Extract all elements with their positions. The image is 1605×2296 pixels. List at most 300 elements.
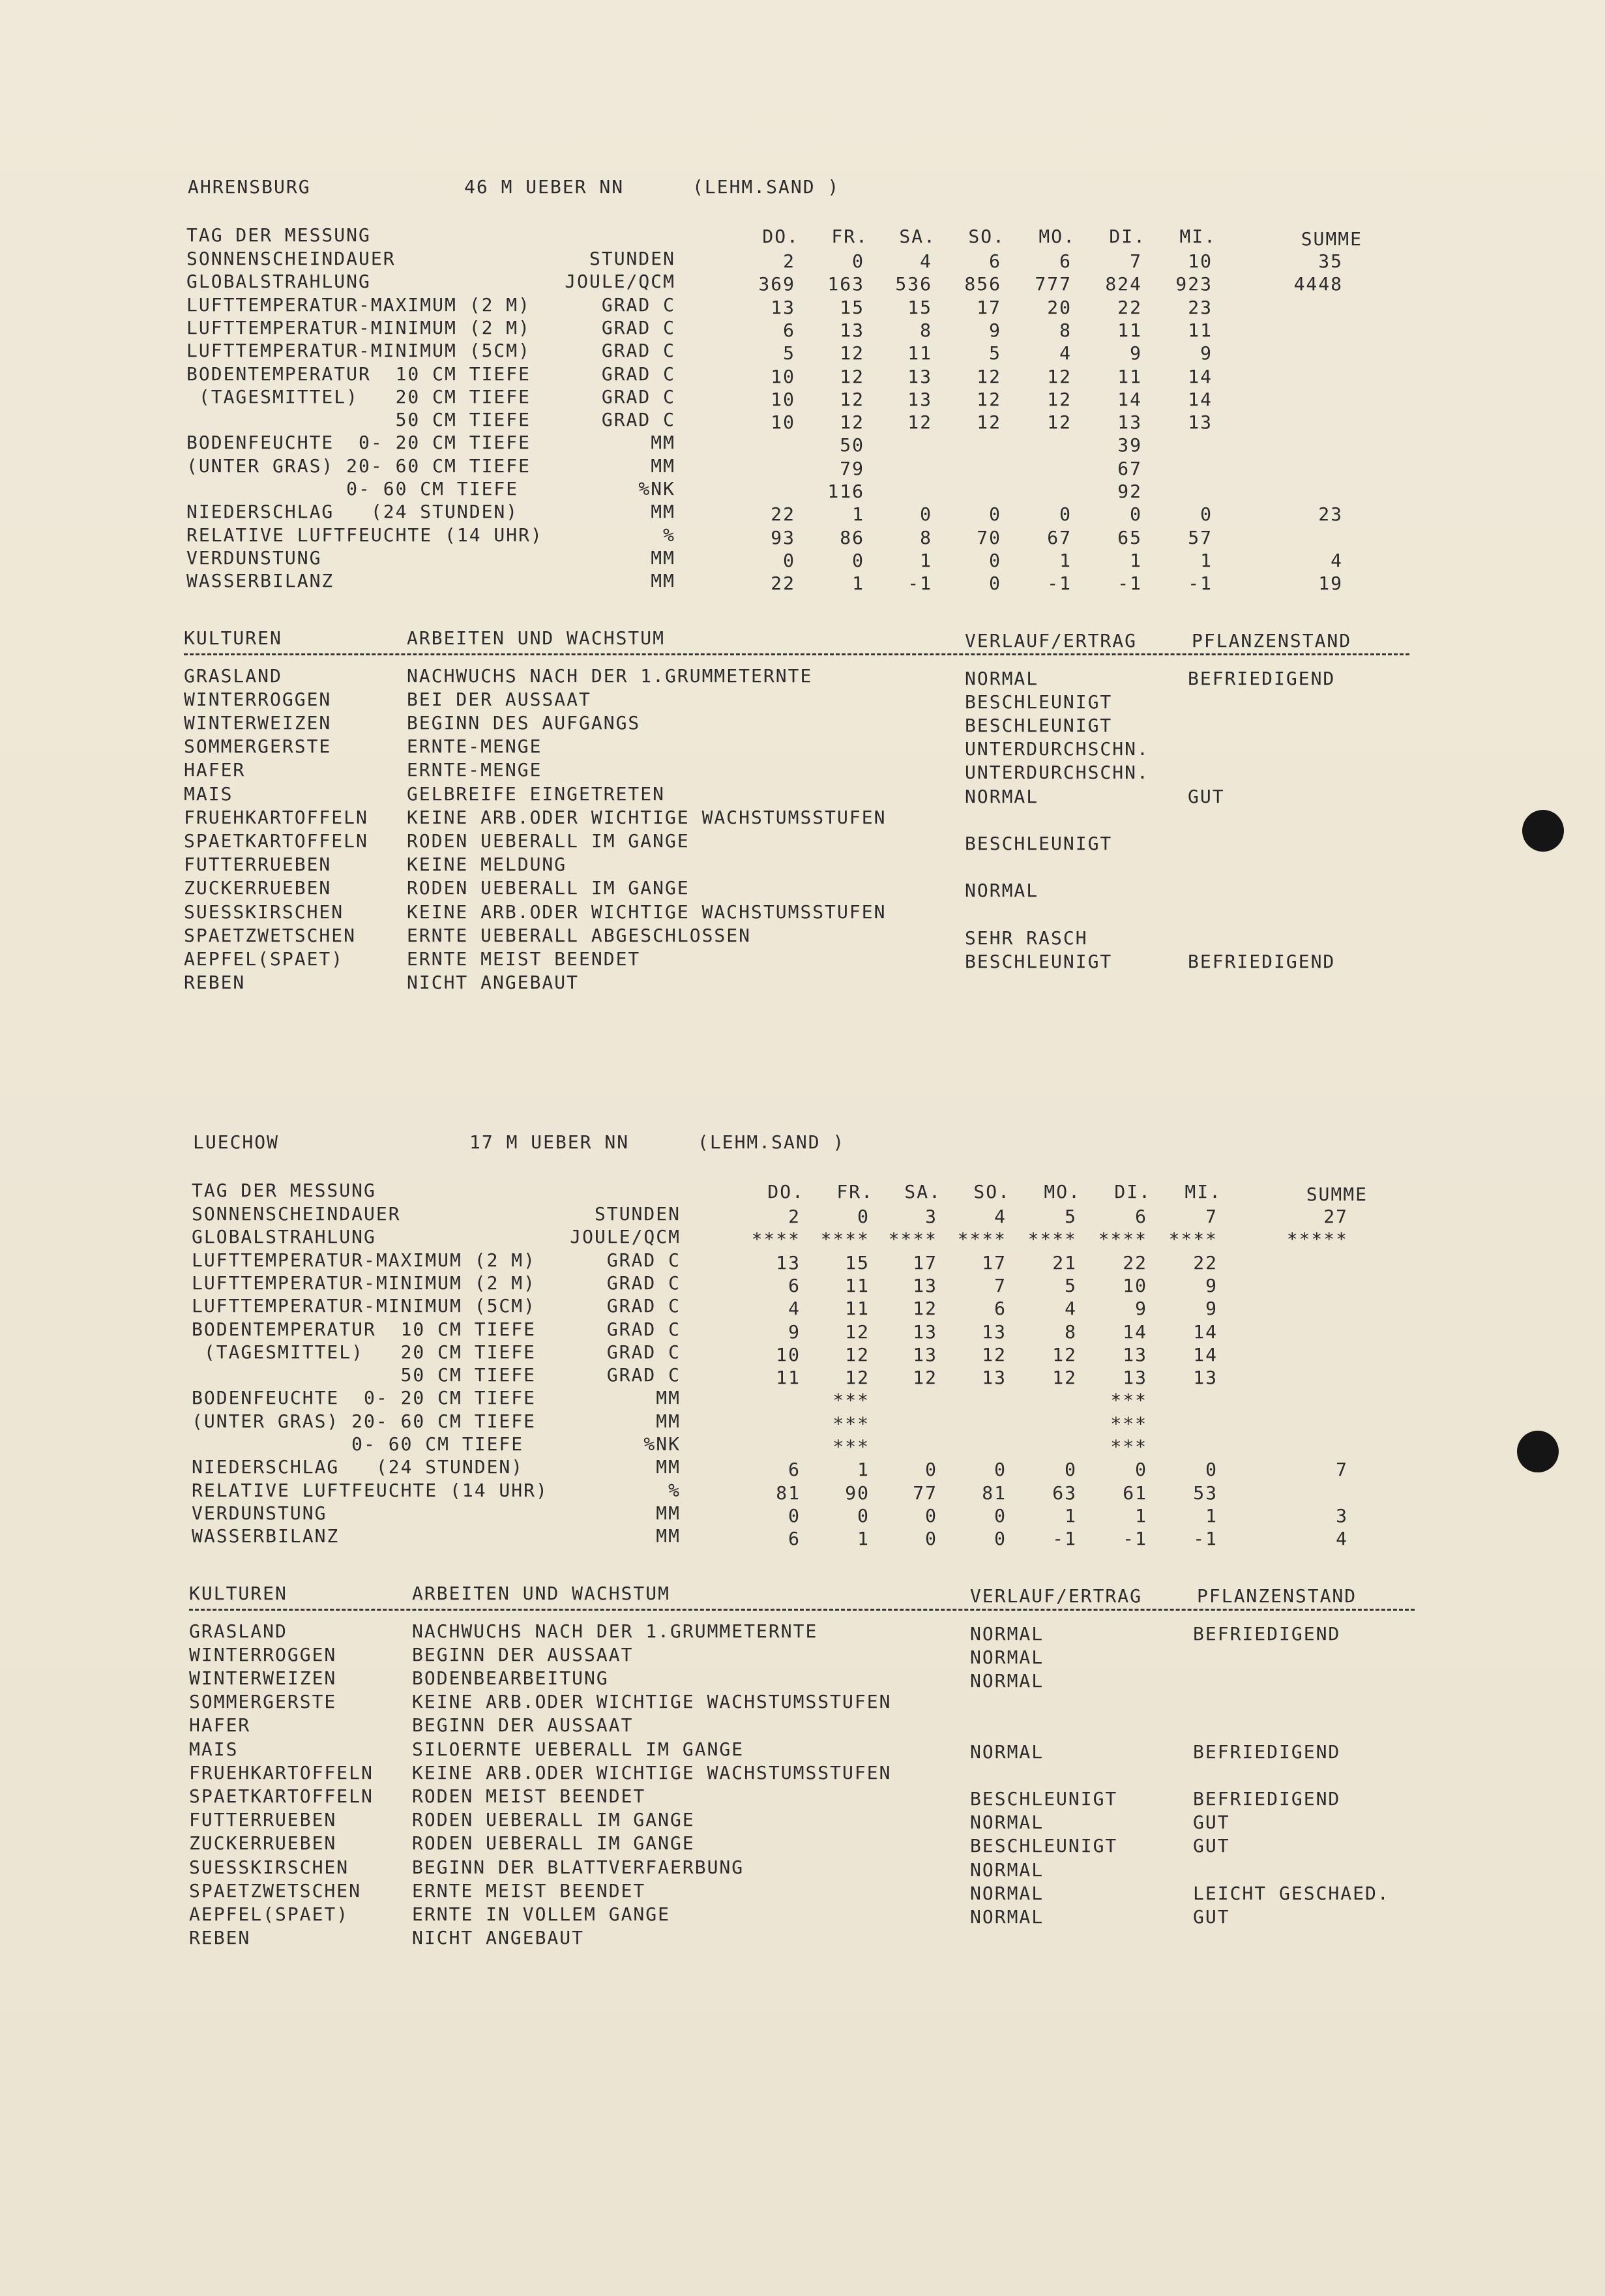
measurement-value: **** (1027, 1229, 1077, 1251)
measurement-label: VERDUNSTUNG (192, 1502, 327, 1524)
day-header: SO. (973, 1181, 1010, 1202)
measurement-value: 2 (788, 1206, 801, 1227)
measurement-value: 63 (1052, 1482, 1077, 1504)
measurement-value: **** (888, 1229, 937, 1251)
measurement-value: 1 (857, 1528, 870, 1550)
measurement-value: 0 (1130, 503, 1142, 526)
measurement-value: 12 (840, 388, 864, 410)
measurement-value: 6 (788, 1459, 801, 1481)
measurement-value: 12 (913, 1367, 937, 1389)
measurement-value: 1 (852, 573, 864, 595)
crop-condition: BEFRIEDIGEND (1193, 1787, 1341, 1810)
measurement-value: 67 (1047, 526, 1072, 548)
measurement-value: 81 (776, 1482, 801, 1504)
measurement-value: 7 (994, 1274, 1007, 1296)
crop-col-verlauf: VERLAUF/ERTRAG (965, 629, 1138, 651)
crop-condition: GUT (1188, 785, 1225, 807)
crop-work: KEINE MELDUNG (407, 854, 567, 876)
measurement-value: **** (957, 1229, 1007, 1251)
punch-hole-lower (1517, 1431, 1559, 1472)
days-label: TAG DER MESSUNG (186, 224, 371, 246)
measurement-value: 6 (1059, 250, 1072, 272)
measurement-value: 7 (1130, 250, 1142, 272)
crop-progress: BESCHLEUNIGT (965, 691, 1113, 713)
measurement-value: 12 (982, 1343, 1007, 1365)
day-header: SO. (968, 226, 1005, 247)
measurement-value: 11 (1117, 319, 1142, 341)
measurement-value: 9 (989, 319, 1001, 341)
measurement-value: 11 (845, 1274, 870, 1296)
measurement-value: 22 (1117, 296, 1142, 318)
measurement-value: 22 (771, 503, 795, 526)
crop-work: ERNTE UEBERALL ABGESCHLOSSEN (407, 924, 752, 946)
measurement-value: 0 (1059, 503, 1072, 526)
measurement-value: 5 (1065, 1206, 1077, 1227)
measurement-value: 10 (1188, 250, 1213, 272)
measurement-value: 22 (1123, 1251, 1147, 1274)
measurement-value: 12 (977, 365, 1001, 387)
measurement-value: 11 (776, 1367, 801, 1389)
crop-name: HAFER (184, 759, 246, 781)
measurement-value: 0 (989, 503, 1001, 526)
station-name: LUECHOW (193, 1131, 280, 1153)
measurement-value: 13 (982, 1367, 1007, 1389)
measurement-value: 17 (977, 296, 1001, 318)
measurement-value: 0 (857, 1504, 870, 1527)
measurement-label: RELATIVE LUFTFEUCHTE (14 UHR) (192, 1479, 548, 1501)
measurement-value: 0 (783, 549, 795, 571)
measurement-value: 92 (1117, 481, 1142, 502)
measurement-unit: JOULE/QCM (565, 271, 675, 293)
crop-progress: NORMAL (970, 1811, 1044, 1834)
measurement-value: 369 (758, 273, 795, 295)
measurement-value: 0 (920, 503, 932, 526)
measurement-label: LUFTTEMPERATUR-MINIMUM (2 M) (192, 1272, 537, 1294)
measurement-value: 93 (771, 526, 795, 548)
measurement-value: 13 (913, 1320, 937, 1343)
measurement-value: -1 (1193, 1528, 1218, 1550)
measurement-value: 0 (989, 549, 1001, 571)
measurement-value: 8 (920, 526, 932, 548)
crop-name: SUESSKIRSCHEN (189, 1856, 349, 1878)
measurement-value: 6 (783, 319, 795, 341)
measurement-value: 6 (788, 1528, 801, 1550)
measurement-value: 61 (1123, 1482, 1147, 1504)
measurement-value: 1 (1135, 1504, 1147, 1527)
summe-header: SUMME (1306, 1184, 1368, 1205)
measurement-value: 22 (1193, 1251, 1218, 1274)
measurement-value: 824 (1105, 273, 1142, 295)
measurement-value: 50 (840, 434, 864, 456)
measurement-value: 0 (788, 1504, 801, 1527)
measurement-value: 12 (845, 1367, 870, 1389)
crop-work: BODENBEARBEITUNG (412, 1667, 609, 1689)
measurement-label: WASSERBILANZ (192, 1525, 340, 1547)
crop-name: SPAETKARTOFFELN (184, 829, 368, 852)
measurement-unit: MM (656, 1410, 681, 1432)
measurement-value: 163 (827, 273, 864, 295)
measurement-value: 923 (1175, 273, 1213, 295)
measurement-value: 13 (840, 319, 864, 341)
measurement-unit: GRAD C (606, 1318, 681, 1340)
measurement-value: -1 (1117, 573, 1142, 595)
measurement-unit: GRAD C (601, 363, 675, 385)
summe-header: SUMME (1301, 228, 1362, 250)
measurement-value: 13 (771, 296, 795, 318)
measurement-label: NIEDERSCHLAG (24 STUNDEN) (186, 501, 519, 523)
crop-name: FRUEHKARTOFFELN (184, 806, 368, 828)
crop-work: NACHWUCHS NACH DER 1.GRUMMETERNTE (407, 664, 813, 687)
measurement-value: 12 (840, 411, 864, 434)
crop-col-arbeiten: ARBEITEN UND WACHSTUM (412, 1582, 671, 1604)
crop-work: KEINE ARB.ODER WICHTIGE WACHSTUMSSTUFEN (407, 806, 887, 828)
measurement-value: 12 (1047, 411, 1072, 434)
measurement-sum: 3 (1336, 1504, 1348, 1527)
crop-work: KEINE ARB.ODER WICHTIGE WACHSTUMSSTUFEN (412, 1691, 892, 1713)
measurement-label: SONNENSCHEINDAUER (192, 1203, 401, 1225)
crop-name: GRASLAND (189, 1620, 287, 1642)
measurement-unit: GRAD C (606, 1341, 681, 1363)
crop-name: MAIS (184, 783, 233, 805)
measurement-value: 0 (989, 573, 1001, 595)
measurement-label: BODENFEUCHTE 0- 20 CM TIEFE (186, 432, 531, 454)
crop-col-stand: PFLANZENSTAND (1197, 1585, 1357, 1607)
crop-work: NACHWUCHS NACH DER 1.GRUMMETERNTE (412, 1620, 818, 1642)
measurement-value: 67 (1117, 457, 1142, 479)
measurement-label: 0- 60 CM TIEFE (192, 1433, 524, 1455)
measurement-value: 10 (1123, 1274, 1147, 1296)
measurement-unit: MM (651, 432, 675, 454)
crop-name: SPAETZWETSCHEN (184, 924, 357, 946)
crop-condition: GUT (1193, 1811, 1230, 1834)
measurement-label: LUFTTEMPERATUR-MAXIMUM (2 M) (186, 293, 531, 316)
measurement-value: 10 (771, 411, 795, 434)
crop-col-arbeiten: ARBEITEN UND WACHSTUM (407, 627, 666, 649)
measurement-value: 21 (1052, 1251, 1077, 1274)
measurement-value: 10 (776, 1343, 801, 1365)
measurement-value: *** (832, 1390, 870, 1412)
measurement-label: VERDUNSTUNG (186, 546, 322, 569)
crop-progress: BESCHLEUNIGT (970, 1787, 1118, 1810)
measurement-value: 20 (1047, 296, 1072, 318)
measurement-unit: GRAD C (601, 316, 675, 338)
crop-work: ERNTE-MENGE (407, 759, 542, 781)
measurement-value: 14 (1188, 388, 1213, 410)
punch-hole-upper (1522, 810, 1564, 852)
measurement-value: 856 (964, 273, 1001, 295)
measurement-value: 777 (1035, 273, 1072, 295)
measurement-value: 12 (840, 365, 864, 387)
day-header: DO. (762, 226, 799, 247)
measurement-value: 0 (994, 1459, 1007, 1481)
crop-progress: NORMAL (970, 1882, 1044, 1904)
crop-name: ZUCKERRUEBEN (189, 1832, 337, 1855)
measurement-value: *** (832, 1436, 870, 1457)
crop-progress: BESCHLEUNIGT (965, 714, 1113, 736)
day-header: DI. (1109, 226, 1146, 247)
crop-condition: GUT (1193, 1905, 1230, 1928)
crop-work: BEGINN DES AUFGANGS (407, 711, 641, 734)
measurement-value: 9 (1200, 342, 1213, 365)
crop-work: BEI DER AUSSAAT (407, 688, 591, 710)
measurement-unit: MM (651, 570, 675, 592)
measurement-value: 8 (920, 319, 932, 341)
measurement-value: -1 (1052, 1528, 1077, 1550)
measurement-value: -1 (907, 573, 932, 595)
measurement-label: LUFTTEMPERATUR-MINIMUM (5CM) (192, 1295, 537, 1317)
measurement-value: -1 (1047, 573, 1072, 595)
crop-progress: NORMAL (965, 667, 1039, 689)
measurement-label: SONNENSCHEINDAUER (186, 248, 396, 269)
crop-name: FUTTERRUEBEN (189, 1809, 337, 1831)
measurement-label: BODENFEUCHTE 0- 20 CM TIEFE (192, 1387, 537, 1409)
measurement-unit: %NK (643, 1433, 681, 1455)
crop-name: SOMMERGERSTE (189, 1691, 337, 1713)
measurement-value: 9 (1135, 1298, 1147, 1320)
measurement-value: 1 (920, 549, 932, 571)
measurement-unit: % (663, 524, 675, 546)
measurement-label: 0- 60 CM TIEFE (186, 478, 519, 499)
measurement-value: *** (1110, 1436, 1147, 1457)
crop-work: NICHT ANGEBAUT (412, 1927, 585, 1949)
measurement-label: LUFTTEMPERATUR-MAXIMUM (2 M) (192, 1249, 537, 1271)
measurement-value: 0 (1200, 503, 1213, 526)
measurement-value: 15 (840, 296, 864, 318)
measurement-value: 0 (925, 1528, 937, 1550)
measurement-value: 79 (840, 457, 864, 479)
measurement-sum: 7 (1336, 1459, 1348, 1481)
dashed-divider (189, 1609, 1415, 1611)
measurement-sum: ***** (1286, 1229, 1348, 1251)
measurement-label: 50 CM TIEFE (186, 409, 531, 431)
measurement-unit: GRAD C (601, 409, 675, 431)
measurement-value: **** (820, 1229, 870, 1251)
day-header: SA. (899, 226, 936, 247)
measurement-value: 0 (925, 1504, 937, 1527)
measurement-value: 86 (840, 526, 864, 548)
crop-progress: NORMAL (965, 785, 1039, 807)
measurement-label: BODENTEMPERATUR 10 CM TIEFE (186, 363, 531, 385)
crop-name: WINTERROGGEN (189, 1643, 337, 1665)
measurement-value: 15 (845, 1251, 870, 1274)
measurement-value: 8 (1059, 319, 1072, 341)
measurement-value: 14 (1193, 1343, 1218, 1365)
measurement-sum: 4 (1336, 1528, 1348, 1550)
measurement-value: 12 (1052, 1367, 1077, 1389)
measurement-value: 14 (1123, 1320, 1147, 1343)
crop-name: WINTERWEIZEN (189, 1667, 337, 1689)
measurement-value: 5 (989, 342, 1001, 365)
measurement-unit: % (668, 1479, 681, 1501)
measurement-value: 1 (1059, 549, 1072, 571)
measurement-value: 81 (982, 1482, 1007, 1504)
measurement-value: 12 (977, 411, 1001, 434)
measurement-value: *** (1110, 1390, 1147, 1412)
measurement-value: -1 (1123, 1528, 1147, 1550)
crop-name: FRUEHKARTOFFELN (189, 1761, 374, 1783)
measurement-label: LUFTTEMPERATUR-MINIMUM (5CM) (186, 340, 531, 362)
crop-work: ERNTE-MENGE (407, 736, 542, 758)
measurement-value: 13 (982, 1320, 1007, 1343)
measurement-value: 9 (1205, 1298, 1218, 1320)
crop-progress: SEHR RASCH (965, 927, 1088, 949)
measurement-value: 13 (913, 1274, 937, 1296)
measurement-value: 12 (845, 1343, 870, 1365)
day-header: DI. (1114, 1181, 1151, 1202)
day-header: MI. (1179, 226, 1216, 247)
measurement-unit: GRAD C (606, 1295, 681, 1317)
measurement-unit: GRAD C (601, 340, 675, 362)
days-label: TAG DER MESSUNG (192, 1180, 376, 1201)
crop-work: RODEN UEBERALL IM GANGE (407, 829, 690, 852)
measurement-unit: GRAD C (601, 385, 675, 408)
measurement-value: 6 (788, 1274, 801, 1296)
measurement-label: NIEDERSCHLAG (24 STUNDEN) (192, 1456, 524, 1478)
measurement-value: 4 (1059, 342, 1072, 365)
measurement-value: 6 (994, 1298, 1007, 1320)
measurement-value: 90 (845, 1482, 870, 1504)
measurement-label: BODENTEMPERATUR 10 CM TIEFE (192, 1318, 537, 1340)
measurement-unit: MM (656, 1387, 681, 1409)
measurement-value: 12 (1047, 388, 1072, 410)
measurement-unit: MM (651, 546, 675, 569)
day-header: FR. (836, 1181, 874, 1202)
day-header: MO. (1044, 1181, 1081, 1202)
crop-col-verlauf: VERLAUF/ERTRAG (970, 1585, 1143, 1607)
measurement-value: 12 (913, 1298, 937, 1320)
crop-work: RODEN UEBERALL IM GANGE (412, 1832, 695, 1855)
measurement-value: **** (1098, 1229, 1147, 1251)
crop-work: NICHT ANGEBAUT (407, 972, 580, 994)
measurement-value: 11 (907, 342, 932, 365)
crop-col-kulturen: KULTUREN (184, 627, 282, 649)
measurement-value: 0 (1065, 1459, 1077, 1481)
measurement-value: **** (1168, 1229, 1218, 1251)
measurement-value: 9 (1205, 1274, 1218, 1296)
crop-condition: BEFRIEDIGEND (1188, 950, 1336, 972)
measurement-label: (TAGESMITTEL) 20 CM TIEFE (192, 1341, 537, 1363)
crop-progress: NORMAL (970, 1905, 1044, 1928)
crop-name: SUESSKIRSCHEN (184, 901, 344, 923)
measurement-value: 6 (1135, 1206, 1147, 1227)
measurement-value: 13 (776, 1251, 801, 1274)
measurement-value: 12 (1047, 365, 1072, 387)
crop-col-stand: PFLANZENSTAND (1192, 629, 1352, 651)
crop-progress: NORMAL (970, 1858, 1044, 1881)
measurement-value: 1 (852, 503, 864, 526)
measurement-value: 12 (840, 342, 864, 365)
crop-progress: NORMAL (970, 1646, 1044, 1668)
measurement-sum: 35 (1318, 250, 1343, 272)
measurement-label: LUFTTEMPERATUR-MINIMUM (2 M) (186, 316, 531, 338)
measurement-value: 39 (1117, 434, 1142, 456)
measurement-unit: STUNDEN (594, 1203, 681, 1225)
measurement-value: 4 (788, 1298, 801, 1320)
measurement-value: 13 (1188, 411, 1213, 434)
day-header: SA. (904, 1181, 941, 1202)
measurement-value: 8 (1065, 1320, 1077, 1343)
measurement-value: 11 (845, 1298, 870, 1320)
measurement-sum: 27 (1323, 1206, 1348, 1227)
measurement-value: 6 (989, 250, 1001, 272)
measurement-unit: GRAD C (606, 1272, 681, 1294)
crop-work: RODEN UEBERALL IM GANGE (407, 877, 690, 899)
measurement-unit: MM (651, 501, 675, 523)
measurement-sum: 19 (1318, 573, 1343, 595)
crop-condition: LEICHT GESCHAED. (1193, 1882, 1390, 1904)
measurement-value: 13 (907, 388, 932, 410)
measurement-value: 0 (925, 1459, 937, 1481)
crop-progress: UNTERDURCHSCHN. (965, 738, 1149, 760)
measurement-value: **** (751, 1229, 801, 1251)
measurement-value: 0 (852, 250, 864, 272)
crop-progress: NORMAL (965, 880, 1039, 902)
crop-work: GELBREIFE EINGETRETEN (407, 783, 666, 805)
crop-work: RODEN UEBERALL IM GANGE (412, 1809, 695, 1831)
crop-work: KEINE ARB.ODER WICHTIGE WACHSTUMSSTUFEN (407, 901, 887, 923)
crop-name: WINTERWEIZEN (184, 711, 332, 734)
measurement-value: 13 (1123, 1343, 1147, 1365)
crop-progress: UNTERDURCHSCHN. (965, 762, 1149, 784)
measurement-value: 15 (907, 296, 932, 318)
measurement-unit: %NK (638, 478, 675, 499)
measurement-label: 50 CM TIEFE (192, 1364, 537, 1386)
measurement-unit: MM (656, 1456, 681, 1478)
measurement-value: 14 (1188, 365, 1213, 387)
measurement-value: 17 (913, 1251, 937, 1274)
measurement-value: 1 (1130, 549, 1142, 571)
measurement-value: 536 (895, 273, 932, 295)
crop-col-kulturen: KULTUREN (189, 1582, 287, 1604)
crop-condition: BEFRIEDIGEND (1193, 1622, 1341, 1645)
measurement-value: 13 (907, 365, 932, 387)
measurement-label: (UNTER GRAS) 20- 60 CM TIEFE (186, 455, 531, 477)
measurement-value: 0 (1135, 1459, 1147, 1481)
measurement-value: 70 (977, 526, 1001, 548)
measurement-unit: STUNDEN (589, 248, 675, 269)
measurement-value: 12 (845, 1320, 870, 1343)
crop-name: FUTTERRUEBEN (184, 854, 332, 876)
measurement-value: 0 (857, 1206, 870, 1227)
measurement-value: 3 (925, 1206, 937, 1227)
measurement-value: 22 (771, 573, 795, 595)
measurement-unit: JOULE/QCM (570, 1226, 681, 1248)
crop-name: REBEN (184, 972, 246, 994)
measurement-value: 11 (1188, 319, 1213, 341)
station-elevation: 46 M UEBER NN (464, 176, 625, 198)
crop-progress: NORMAL (970, 1622, 1044, 1645)
measurement-value: 12 (977, 388, 1001, 410)
crop-name: SPAETZWETSCHEN (189, 1879, 362, 1901)
measurement-value: 13 (1123, 1367, 1147, 1389)
crop-work: BEGINN DER AUSSAAT (412, 1714, 634, 1737)
crop-name: GRASLAND (184, 664, 282, 687)
crop-name: REBEN (189, 1927, 251, 1949)
crop-work: KEINE ARB.ODER WICHTIGE WACHSTUMSSTUFEN (412, 1761, 892, 1783)
measurement-unit: MM (656, 1525, 681, 1547)
measurement-unit: GRAD C (606, 1364, 681, 1386)
measurement-value: 65 (1117, 526, 1142, 548)
crop-name: MAIS (189, 1738, 239, 1760)
measurement-label: GLOBALSTRAHLUNG (186, 271, 371, 293)
crop-progress: BESCHLEUNIGT (970, 1835, 1118, 1857)
measurement-value: 4 (1065, 1298, 1077, 1320)
measurement-value: 5 (1065, 1274, 1077, 1296)
crop-condition: BEFRIEDIGEND (1188, 667, 1336, 689)
measurement-unit: GRAD C (606, 1249, 681, 1271)
dashed-divider (184, 653, 1409, 655)
measurement-value: 4 (920, 250, 932, 272)
